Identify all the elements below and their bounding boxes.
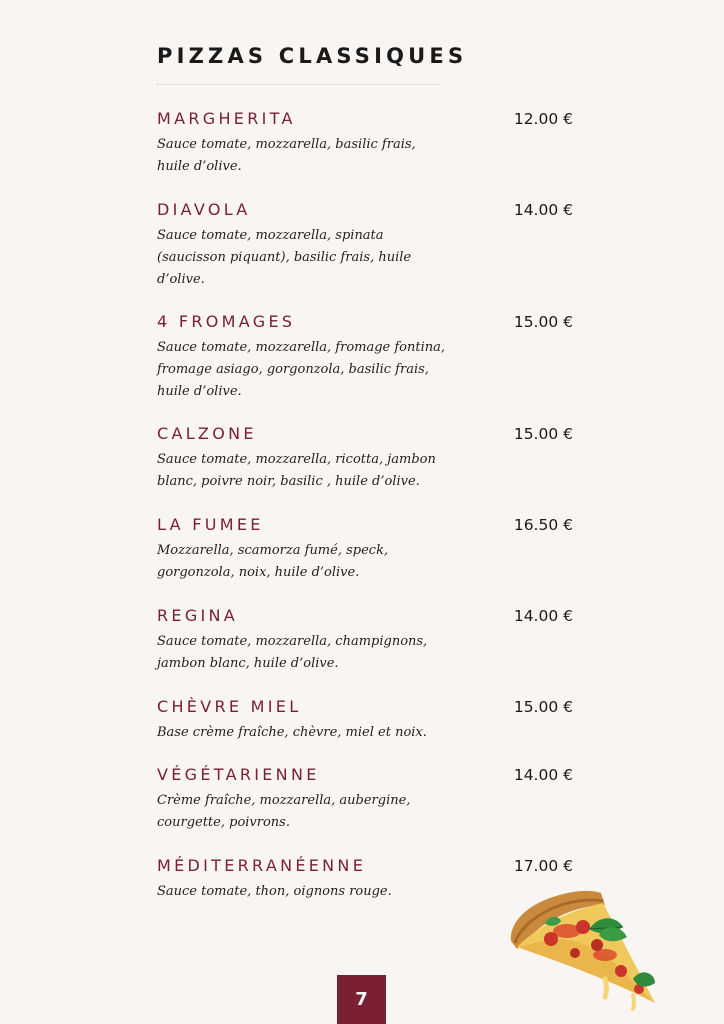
item-price: 14.00 € [513,766,573,784]
menu-item [157,606,577,675]
item-price: 15.00 € [513,425,573,443]
item-price: 17.00 € [513,857,573,875]
item-name: MÉDITERRANÉENNE [157,856,367,875]
item-description: Mozzarella, scamorza fumé, speck, gorgonzola, noix, huile d’olive. [157,543,389,580]
item-name: 4 FROMAGES [157,312,296,331]
page-number-badge: 7 [337,975,386,1024]
item-price: 16.50 € [513,516,573,534]
item-name: LA FUMEE [157,515,264,534]
item-name: MARGHERITA [157,109,296,128]
menu-item [157,109,577,178]
pizza-slice-icon [505,883,660,1013]
item-description: Crème fraîche, mozzarella, aubergine, courgette, poivrons. [157,793,411,830]
item-price: 15.00 € [513,313,573,331]
menu-item [157,697,577,744]
item-price: 15.00 € [513,698,573,716]
item-name: DIAVOLA [157,200,251,219]
item-description: Sauce tomate, mozzarella, champignons, jambon blanc, huile d’olive. [157,634,428,671]
menu-item [157,765,577,834]
menu-item [157,200,577,291]
item-description: Sauce tomate, mozzarella, spinata (saucisson piquant), basilic frais, huile d’olive. [157,228,412,287]
item-name: VÉGÉTARIENNE [157,765,320,784]
section-title: PIZZAS CLASSIQUES [157,44,468,68]
item-description: Sauce tomate, mozzarella, ricotta, jambon blanc, poivre noir, basilic , huile d’olive. [157,452,436,489]
item-name: CHÈVRE MIEL [157,697,302,716]
item-description: Sauce tomate, thon, oignons rouge. [157,884,392,899]
item-price: 14.00 € [513,201,573,219]
item-price: 12.00 € [513,110,573,128]
item-name: CALZONE [157,424,257,443]
menu-item [157,424,577,493]
item-price: 14.00 € [513,607,573,625]
menu-item [157,312,577,403]
menu-item [157,515,577,584]
item-name: REGINA [157,606,239,625]
item-description: Base crème fraîche, chèvre, miel et noix. [157,725,427,740]
item-description: Sauce tomate, mozzarella, basilic frais, huile d’olive. [157,137,416,174]
item-description: Sauce tomate, mozzarella, fromage fontina, fromage asiago, gorgonzola, basilic frais, huile d’olive. [157,340,446,399]
